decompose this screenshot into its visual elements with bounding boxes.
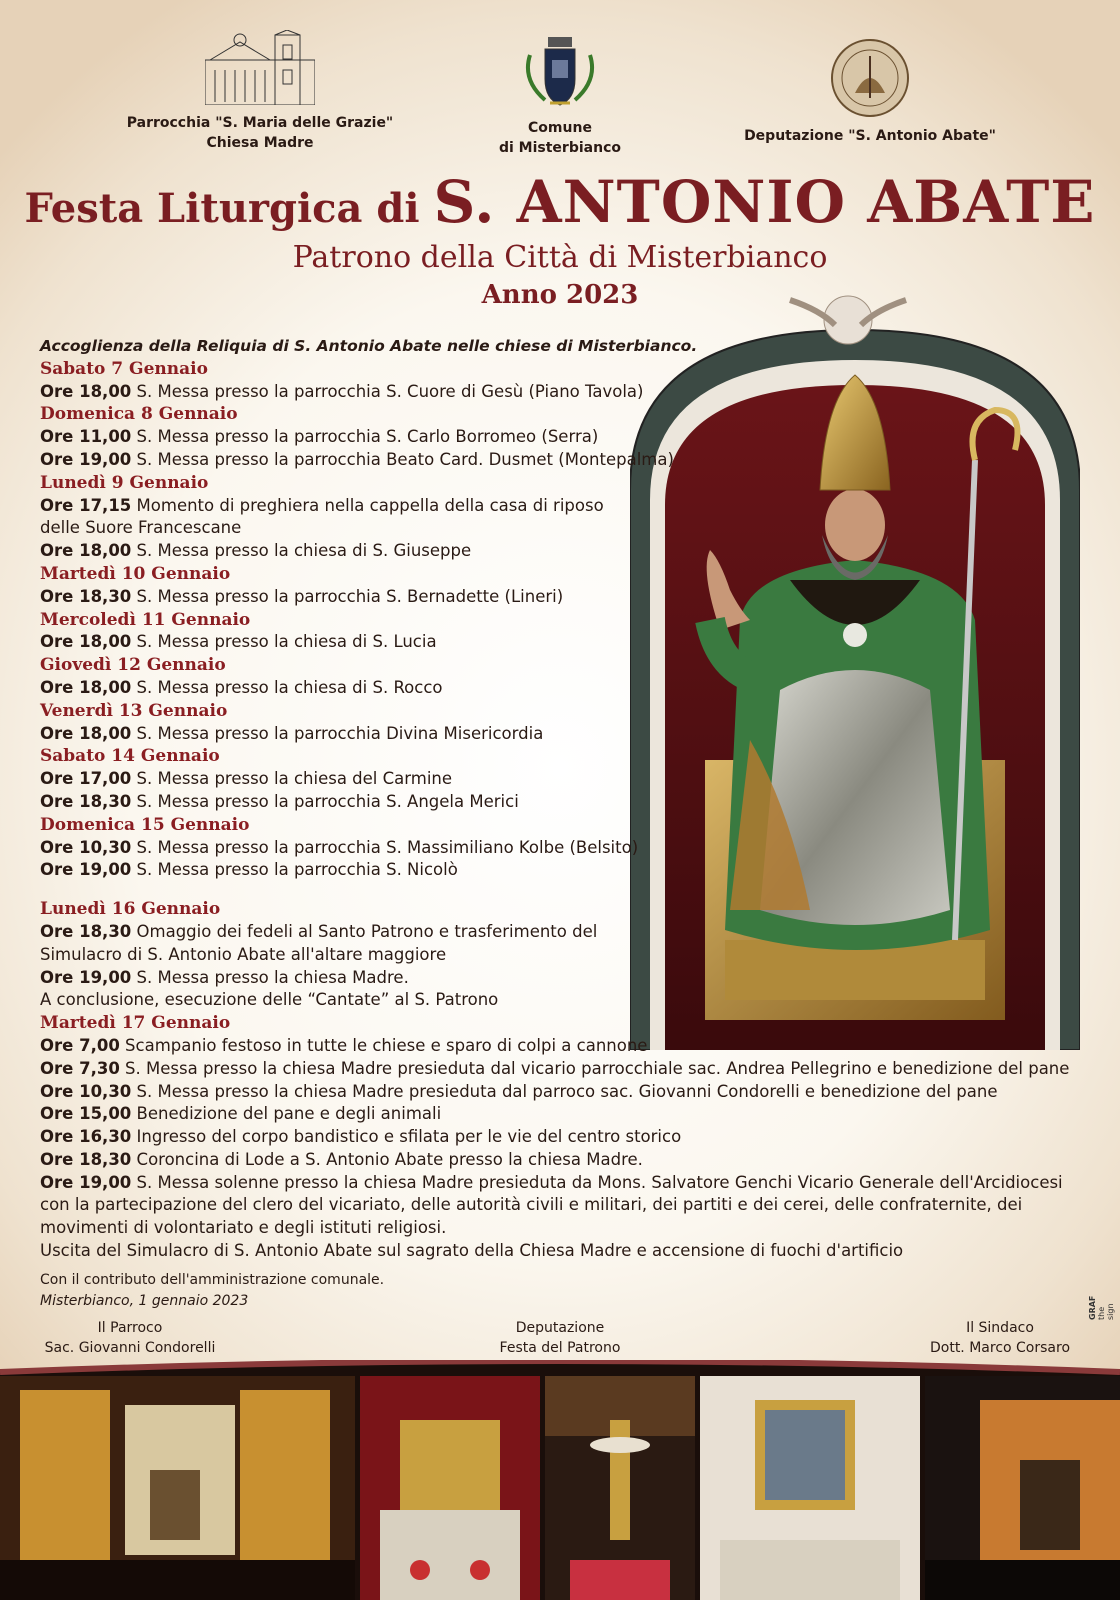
event-time: Ore 18,00 [40, 381, 132, 401]
event-time: Ore 7,30 [40, 1058, 120, 1078]
credit-tag: the sign [1097, 1303, 1115, 1320]
event-time: Ore 17,15 [40, 495, 132, 515]
program-intro: Accoglienza della Reliquia di S. Antonio Abate nelle chiese di Misterbianco. [40, 337, 698, 355]
event-time: Ore 11,00 [40, 427, 132, 447]
event-text: S. Messa presso la parrocchia Beato Card. Dusmet (Montepalma) [131, 449, 674, 469]
event-line [40, 381, 1090, 404]
event-line [40, 859, 1090, 882]
signature-role: Il Sindaco [966, 1320, 1034, 1336]
event-time: Ore 19,00 [40, 1172, 132, 1192]
place-date: Misterbianco, 1 gennaio 2023 [40, 1293, 249, 1309]
photo-church-interior [0, 1376, 355, 1600]
day-heading: Lunedì 9 Gennaio [40, 472, 209, 493]
event-time: Ore 18,30 [40, 791, 132, 811]
event-time: Ore 18,00 [40, 632, 132, 652]
event-text: A conclusione, esecuzione delle “Cantate” al S. Patrono [40, 990, 499, 1010]
year: Anno 2023 [481, 280, 639, 310]
event-time: Ore 18,30 [40, 1149, 132, 1169]
day-heading: Venerdì 13 Gennaio [40, 700, 228, 721]
event-text: S. Messa presso la chiesa Madre presieduta dal parroco sac. Giovanni Condorelli e benedizione del pane [131, 1081, 998, 1101]
event-time: Ore 19,00 [40, 967, 132, 987]
event-text: Uscita del Simulacro di S. Antonio Abate sul sagrato della Chiesa Madre e accensione di fuochi d'artificio [40, 1241, 904, 1261]
event-line [40, 837, 1090, 860]
signature-role: Il Parroco [97, 1320, 163, 1336]
footer-note [40, 1270, 384, 1312]
event-line [40, 1081, 1090, 1104]
event-line [40, 989, 1090, 1012]
event-line [40, 1126, 1090, 1149]
signature-name: Dott. Marco Corsaro [929, 1340, 1071, 1356]
event-text: S. Messa presso la parrocchia S. Cuore di Gesù (Piano Tavola) [131, 381, 644, 401]
event-text: S. Messa presso la chiesa di S. Rocco [131, 677, 443, 697]
event-text: S. Messa solenne presso la chiesa Madre presieduta da Mons. Salvatore Genchi Vicario Generale dell'Arcidiocesi con la partecipazione del clero del vicariato, delle autorità civili e militari, dei partiti e dei cerei, delle confraternite, dei movimenti di volontariato e degli istituti religiosi. [40, 1172, 1063, 1238]
signature-deputazione [460, 1318, 660, 1358]
event-text: S. Messa presso la parrocchia S. Bernadette (Lineri) [131, 586, 564, 606]
deputation-name: Deputazione "S. Antonio Abate" [744, 128, 996, 144]
title-saint: S. ANTONIO ABATE [433, 168, 1096, 236]
event-text: Benedizione del pane e degli animali [131, 1104, 442, 1124]
event-line [40, 586, 1090, 609]
signature-role: Deputazione [515, 1320, 605, 1336]
event-text: S. Messa presso la chiesa Madre presieduta dal vicario parrocchiale sac. Andrea Pellegrino e benedizione del pane [119, 1058, 1070, 1078]
event-time: Ore 10,30 [40, 837, 132, 857]
municipality-line2: di Misterbianco [498, 140, 621, 156]
day-heading: Lunedì 16 Gennaio [40, 899, 221, 920]
event-time: Ore 18,00 [40, 723, 132, 743]
event-time: Ore 15,00 [40, 1104, 132, 1124]
signature-name: Festa del Patrono [499, 1340, 621, 1356]
event-line [40, 723, 1090, 746]
event-text: S. Messa presso la parrocchia S. Nicolò [131, 860, 458, 880]
contribution-note: Con il contributo dell'amministrazione comunale. [40, 1272, 385, 1288]
event-line [40, 677, 1090, 700]
event-text: S. Messa presso la parrocchia S. Massimiliano Kolbe (Belsito) [131, 837, 639, 857]
event-time: Ore 19,00 [40, 860, 132, 880]
day-heading: Sabato 14 Gennaio [40, 746, 220, 767]
page-title [0, 168, 1120, 236]
church-icon [205, 30, 315, 105]
event-time: Ore 7,00 [40, 1035, 120, 1055]
event-time: Ore 18,30 [40, 921, 132, 941]
signature-sindaco [900, 1318, 1100, 1358]
spacer [40, 882, 1090, 898]
signature-parroco [30, 1318, 230, 1358]
parish-church: Chiesa Madre [206, 135, 314, 151]
event-time: Ore 16,30 [40, 1127, 132, 1147]
event-time: Ore 19,00 [40, 449, 132, 469]
event-line [40, 1058, 1090, 1081]
title-prefix: Festa Liturgica di [24, 185, 434, 232]
event-line [40, 1035, 1090, 1058]
event-text: Coroncina di Lode a S. Antonio Abate presso la chiesa Madre. [131, 1149, 643, 1169]
header [0, 0, 1120, 170]
event-text: S. Messa presso la chiesa di S. Giuseppe [131, 541, 472, 561]
day-heading: Domenica 15 Gennaio [40, 814, 250, 835]
photo-strip [0, 1360, 1120, 1600]
event-time: Ore 18,30 [40, 586, 132, 606]
event-line [40, 967, 1090, 990]
parish-logo-block [110, 30, 410, 153]
event-text: S. Messa presso la chiesa del Carmine [131, 769, 453, 789]
event-line [40, 921, 640, 967]
event-text: Ingresso del corpo bandistico e sfilata per le vie del centro storico [131, 1127, 682, 1147]
day-heading: Martedì 10 Gennaio [40, 563, 231, 584]
event-line [40, 1240, 1090, 1263]
day-heading: Domenica 8 Gennaio [40, 404, 238, 425]
event-line [40, 426, 1090, 449]
photo-red-altar [360, 1376, 540, 1600]
day-heading: Sabato 7 Gennaio [40, 358, 208, 379]
event-text: S. Messa presso la chiesa di S. Lucia [131, 632, 437, 652]
photo-reliquary [545, 1376, 695, 1600]
event-text: S. Messa presso la parrocchia Divina Misericordia [131, 723, 544, 743]
event-text: Momento di preghiera nella cappella della casa di riposo delle Suore Francescane [40, 495, 604, 538]
event-line [40, 1149, 1090, 1172]
photo-painting-altar [700, 1376, 920, 1600]
coat-of-arms-icon [520, 35, 600, 110]
credit-brand: GRAF [1088, 1295, 1097, 1320]
event-line [40, 791, 1090, 814]
event-time: Ore 18,00 [40, 677, 132, 697]
day-heading: Giovedì 12 Gennaio [40, 655, 226, 676]
parish-name: Parrocchia "S. Maria delle Grazie" [126, 115, 394, 131]
deputation-logo-block [730, 38, 1010, 146]
municipality-logo-block [480, 35, 640, 158]
seal-icon [825, 38, 915, 118]
event-time: Ore 17,00 [40, 769, 132, 789]
signature-name: Sac. Giovanni Condorelli [44, 1340, 216, 1356]
event-text: Omaggio dei fedeli al Santo Patrono e trasferimento del Simulacro di S. Antonio Abate all'altare maggiore [40, 921, 598, 964]
event-line [40, 1172, 1090, 1240]
event-line [40, 495, 640, 541]
event-text: S. Messa presso la chiesa Madre. [131, 967, 409, 987]
event-text: S. Messa presso la parrocchia S. Angela Merici [131, 791, 519, 811]
subtitle: Patrono della Città di Misterbianco [292, 240, 828, 275]
event-line [40, 631, 1090, 654]
event-line [40, 540, 1090, 563]
event-time: Ore 18,00 [40, 541, 132, 561]
event-line [40, 449, 1090, 472]
event-line [40, 768, 1090, 791]
event-time: Ore 10,30 [40, 1081, 132, 1101]
day-heading: Mercoledì 11 Gennaio [40, 609, 251, 630]
program [40, 335, 1090, 1263]
event-line [40, 1103, 1090, 1126]
designer-credit [1088, 1288, 1115, 1320]
photo-night-procession [925, 1376, 1120, 1600]
event-text: S. Messa presso la parrocchia S. Carlo Borromeo (Serra) [131, 427, 599, 447]
municipality-line1: Comune [528, 120, 592, 136]
event-text: Scampanio festoso in tutte le chiese e sparo di colpi a cannone [119, 1035, 648, 1055]
day-heading: Martedì 17 Gennaio [40, 1013, 231, 1034]
